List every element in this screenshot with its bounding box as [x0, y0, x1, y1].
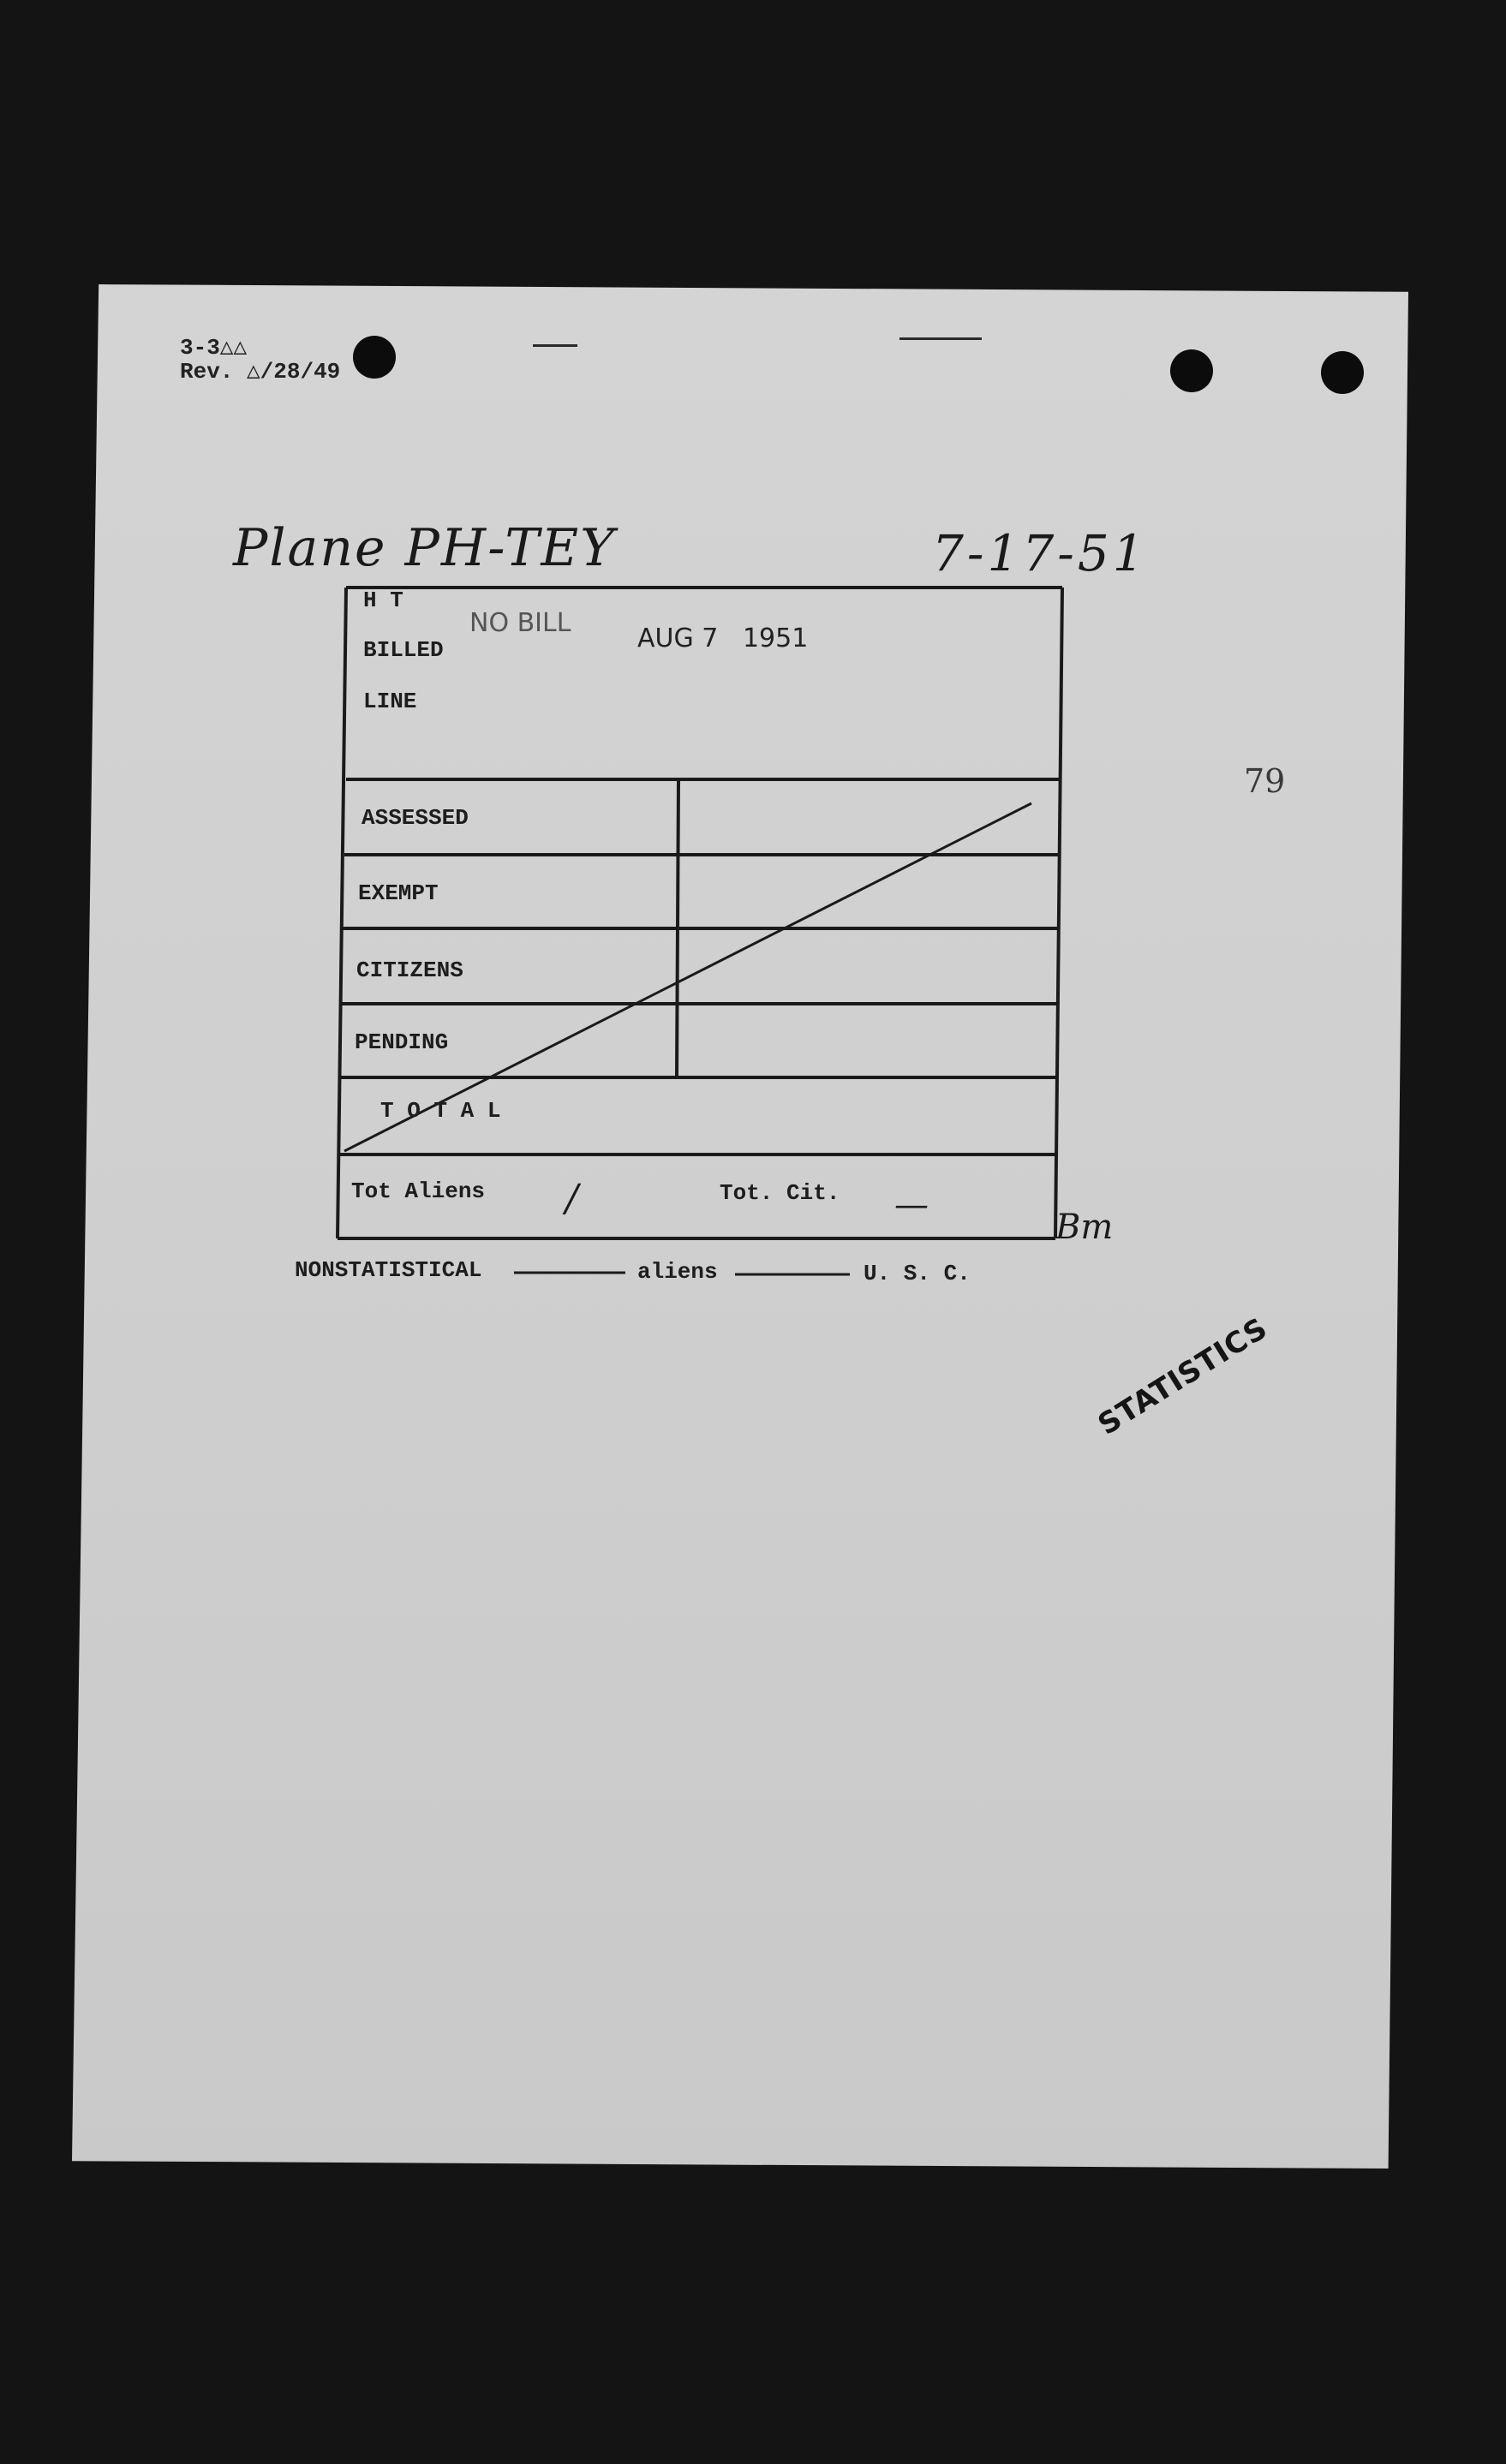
total-label: T O T A L [380, 1098, 501, 1124]
label-line: LINE [363, 689, 417, 714]
stamp-date: AUG 7 1951 [637, 623, 809, 653]
table-border-left [338, 588, 346, 1238]
handwritten-initials: Bm [1055, 1208, 1114, 1247]
row-label-citizens: CITIZENS [356, 958, 463, 983]
handwritten-plane: Plane PH-TEY [233, 518, 616, 578]
row-label-assessed: ASSESSED [362, 805, 469, 831]
stamp-no-bill: NO BILL [469, 608, 571, 638]
page-number: 79 [1244, 762, 1286, 800]
handwritten-citizens-count: — [894, 1185, 929, 1225]
row-label-exempt: EXEMPT [358, 880, 439, 906]
label-billed: BILLED [363, 637, 444, 663]
handwritten-aliens-count: / [565, 1177, 578, 1220]
label-ht: H T [363, 588, 403, 613]
form-revision: Rev. △/28/49 [180, 359, 341, 385]
column-divider [677, 781, 678, 1076]
handwritten-date: 7-17-51 [932, 524, 1148, 582]
row-label-pending: PENDING [355, 1029, 449, 1055]
tot-aliens-label: Tot Aliens [351, 1178, 486, 1204]
usc-label: U. S. C. [864, 1261, 971, 1286]
statistics-stamp: STATISTICS [1092, 1310, 1274, 1442]
table-border-right [1055, 588, 1062, 1238]
nonstatistical-label: NONSTATISTICAL [295, 1257, 482, 1283]
aliens-label: aliens [637, 1259, 718, 1285]
form-number: 3-3△△ [180, 335, 248, 361]
tot-cit-label: Tot. Cit. [720, 1180, 840, 1206]
